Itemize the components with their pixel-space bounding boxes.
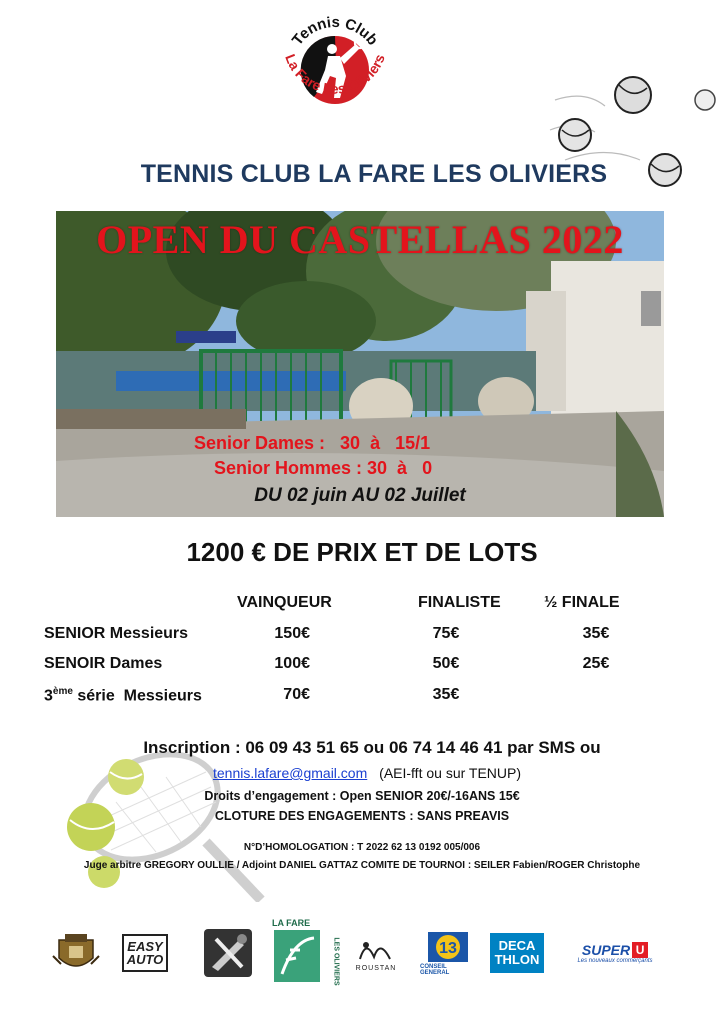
row-label-3eme-serie: 3ème série Messieurs [44,686,202,705]
sponsor-tools-logo [200,922,256,984]
category-senior-hommes: Senior Hommes : 30 à 0 [214,458,433,478]
decathlon-text-2: THLON [494,952,540,967]
logo-text-top: Tennis Club [288,13,382,49]
conseil-text: CONSEIL GENERAL [420,964,450,976]
category-senior-dames: Senior Dames : 30 à 15/1 [194,433,431,453]
cell-winner: 150€ [274,625,310,642]
column-header-semifinal: ½ FINALE [544,594,620,611]
logo-text-bottom: La Fare Les Oliviers [282,51,388,97]
closing-entries: CLOTURE DES ENGAGEMENTS : SANS PREAVIS [214,809,510,823]
sponsor-super-u [570,922,660,984]
cell-semifinal: 25€ [582,655,610,672]
event-title: OPEN DU CASTELLAS 2022 [96,217,624,262]
les-oliviers-text: LES OLIVIERS [332,937,340,986]
cell-semifinal: 35€ [582,625,610,642]
cell-finalist: 50€ [432,655,460,672]
prize-heading: 1200 € DE PRIX ET DE LOTS [186,537,538,567]
email-link[interactable]: tennis.lafare@gmail.com [212,765,368,781]
club-logo [270,6,400,134]
sponsor-lafare-logo [270,916,340,988]
email-line [0,765,724,781]
lafare-text: LA FARE [272,918,311,928]
cell-finalist: 75€ [432,625,460,642]
svg-text:13: 13 [439,940,457,957]
column-header-finalist: FINALISTE [418,594,501,611]
sponsor-crest-logo [48,922,104,984]
sponsor-conseil-general [420,922,476,984]
super-u-tagline: Les nouveaux commerçants [577,958,653,964]
sponsor-easy-auto [116,922,174,984]
entry-fees: Droits d’engagement : Open SENIOR 20€/-16ANS 15€ [204,789,520,803]
email-note: (AEI-fft ou sur TENUP) [379,765,522,781]
club-title: TENNIS CLUB LA FARE LES OLIVIERS [140,160,608,188]
cell-winner: 100€ [274,655,310,672]
row-label-senior-messieurs: SENIOR Messieurs [44,625,189,642]
roustan-text: ROUSTAN [355,964,397,972]
easy-text: EASY [127,939,163,954]
homologation-number: N°D’HOMOLOGATION : T 2022 62 13 0192 005/006 [243,842,481,853]
cell-finalist: 35€ [432,686,460,703]
sponsor-roustan [350,922,402,984]
sponsor-decathlon [487,922,547,984]
inscription-info: Inscription : 06 09 43 51 65 ou 06 74 14 46 41 par SMS ou [143,738,601,757]
super-text: SUPER [581,942,631,958]
super-u-letter: U [632,942,648,958]
row-label-senior-dames: SENOIR Dames [44,655,163,672]
tournament-officials: Juge arbitre GREGORY OULLIE / Adjoint DANIEL GATTAZ COMITE DE TOURNOI : SEILER Fabien/ROGER Christophe [83,860,641,871]
auto-text: AUTO [126,952,164,967]
cell-winner: 70€ [283,686,310,703]
event-dates: DU 02 juin AU 02 Juillet [254,485,466,506]
column-header-winner: VAINQUEUR [237,594,332,611]
decathlon-text-1: DECA [498,938,536,953]
